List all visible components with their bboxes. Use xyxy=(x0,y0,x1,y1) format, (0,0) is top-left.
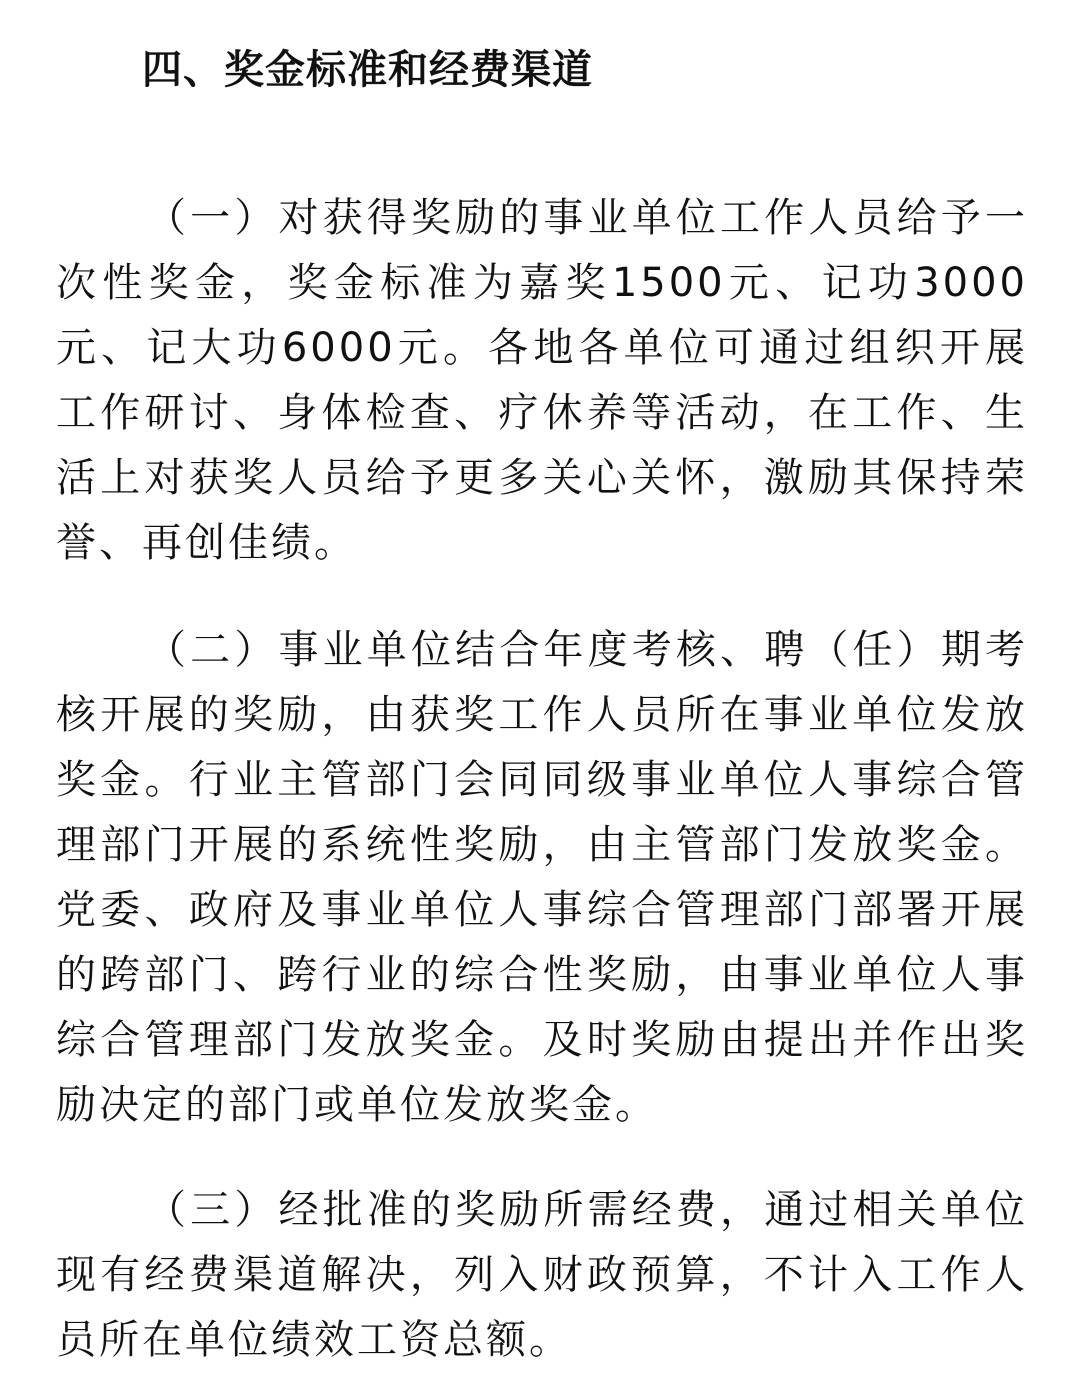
section-heading: 四、奖金标准和经费渠道 xyxy=(142,47,593,93)
paragraph-1: （一）对获得奖励的事业单位工作人员给予一次性奖金，奖金标准为嘉奖1500元、记功3000元、记大功6000元。各地各单位可通过组织开展工作研讨、身体检查、疗休养等活动，在工作、生活上对获奖人员给予更多关心关怀，激励其保持荣誉、再创佳绩。 xyxy=(56,195,1028,566)
paragraph-2: （二）事业单位结合年度考核、聘（任）期考核开展的奖励，由获奖工作人员所在事业单位发放奖金。行业主管部门会同同级事业单位人事综合管理部门开展的系统性奖励，由主管部门发放奖金。党委、政府及事业单位人事综合管理部门部署开展的跨部门、跨行业的综合性奖励，由事业单位人事综合管理部门发放奖金。及时奖励由提出并作出奖励决定的部门或单位发放奖金。 xyxy=(56,627,1028,1128)
paragraph-3: （三）经批准的奖励所需经费，通过相关单位现有经费渠道解决，列入财政预算，不计入工作人员所在单位绩效工资总额。 xyxy=(56,1187,1028,1363)
